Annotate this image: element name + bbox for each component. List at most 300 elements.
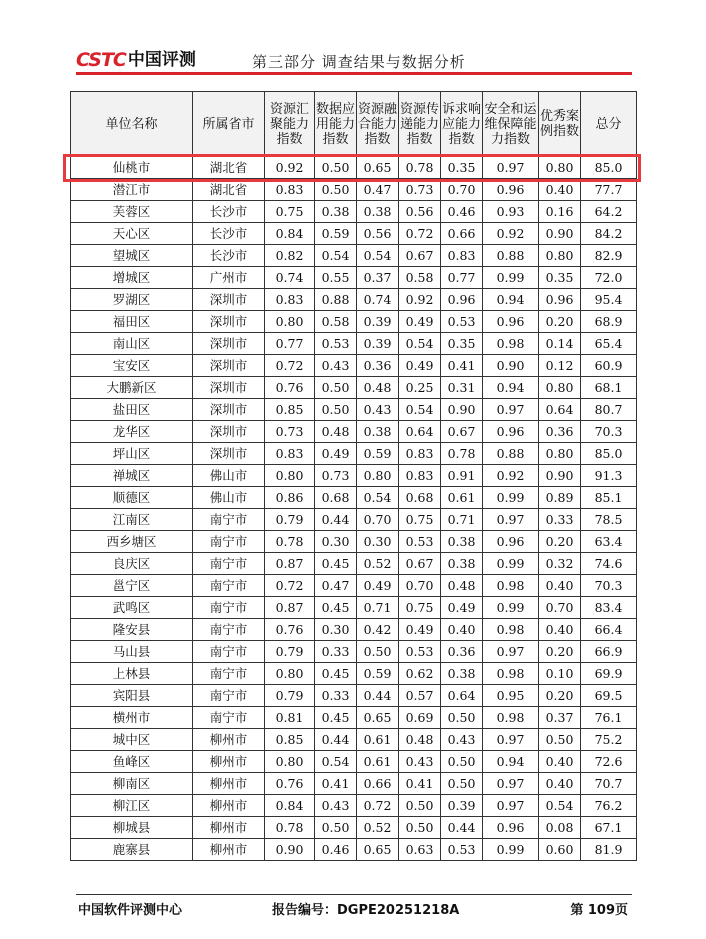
col-request-response-cell: 0.41	[441, 355, 483, 377]
col-excellent-case-cell: 0.40	[539, 773, 581, 795]
col-resource-transfer-cell: 0.68	[399, 487, 441, 509]
col-province-city-cell: 深圳市	[193, 421, 265, 443]
col-unit-name-cell: 西乡塘区	[71, 531, 193, 553]
col-security-ops-cell: 0.99	[483, 597, 539, 619]
col-resource-fusion-cell: 0.44	[357, 685, 399, 707]
col-resource-transfer-cell: 0.41	[399, 773, 441, 795]
col-resource-aggregation-cell: 0.87	[265, 553, 315, 575]
col-resource-aggregation-cell: 0.74	[265, 267, 315, 289]
col-security-ops-cell: 0.97	[483, 641, 539, 663]
col-request-response-cell: 0.44	[441, 817, 483, 839]
col-excellent-case-cell: 0.20	[539, 531, 581, 553]
col-resource-aggregation-cell: 0.78	[265, 531, 315, 553]
col-province-city-cell: 南宁市	[193, 707, 265, 729]
col-excellent-case-cell: 0.37	[539, 707, 581, 729]
footer-organization: 中国软件评测中心	[78, 903, 183, 918]
col-security-ops-cell: 0.98	[483, 663, 539, 685]
col-excellent-case-cell: 0.32	[539, 553, 581, 575]
section-title: 第三部分 调查结果与数据分析	[252, 53, 466, 71]
col-security-ops-cell: 0.97	[483, 509, 539, 531]
col-resource-aggregation-cell: 0.90	[265, 839, 315, 861]
col-resource-aggregation-cell: 0.80	[265, 465, 315, 487]
header-divider	[76, 72, 632, 75]
col-excellent-case-cell: 0.90	[539, 223, 581, 245]
table-row	[71, 267, 637, 289]
col-resource-aggregation-cell: 0.79	[265, 641, 315, 663]
col-security-ops-cell: 0.92	[483, 465, 539, 487]
col-request-response-cell: 0.40	[441, 619, 483, 641]
col-resource-fusion-cell: 0.72	[357, 795, 399, 817]
col-request-response-cell: 0.61	[441, 487, 483, 509]
col-total-score-cell: 68.9	[581, 311, 637, 333]
col-excellent-case-cell: 0.14	[539, 333, 581, 355]
col-resource-fusion-cell: 0.59	[357, 663, 399, 685]
col-unit-name-cell: 良庆区	[71, 553, 193, 575]
col-request-response-cell: 0.67	[441, 421, 483, 443]
table-row	[71, 531, 637, 553]
col-data-application-cell: 0.48	[315, 421, 357, 443]
col-security-ops-cell: 0.98	[483, 575, 539, 597]
col-total-score-cell: 67.1	[581, 817, 637, 839]
col-data-application-cell: 0.43	[315, 355, 357, 377]
col-unit-name-cell: 芙蓉区	[71, 201, 193, 223]
table-row	[71, 751, 637, 773]
col-resource-aggregation-cell: 0.83	[265, 289, 315, 311]
col-resource-fusion-cell: 0.65	[357, 157, 399, 179]
col-total-score-cell: 63.4	[581, 531, 637, 553]
col-province-city-cell: 南宁市	[193, 575, 265, 597]
col-resource-transfer-cell: 0.48	[399, 729, 441, 751]
col-province-city-cell: 深圳市	[193, 399, 265, 421]
col-resource-fusion-cell: 0.47	[357, 179, 399, 201]
col-excellent-case-cell: 0.50	[539, 729, 581, 751]
col-unit-name-cell: 盐田区	[71, 399, 193, 421]
col-excellent-case-cell: 0.40	[539, 575, 581, 597]
col-province-city-cell: 深圳市	[193, 333, 265, 355]
col-security-ops-cell: 0.95	[483, 685, 539, 707]
col-province-city-header	[193, 92, 265, 157]
col-resource-fusion-cell: 0.39	[357, 311, 399, 333]
col-security-ops-cell: 0.92	[483, 223, 539, 245]
table-row	[71, 795, 637, 817]
col-data-application-cell: 0.50	[315, 377, 357, 399]
col-security-ops-cell: 0.94	[483, 289, 539, 311]
col-total-score-cell: 68.1	[581, 377, 637, 399]
col-security-ops-cell: 0.96	[483, 311, 539, 333]
col-excellent-case-cell: 0.40	[539, 751, 581, 773]
table-row	[71, 333, 637, 355]
col-unit-name-cell: 南山区	[71, 333, 193, 355]
col-data-application-cell: 0.43	[315, 795, 357, 817]
col-resource-transfer-cell: 0.57	[399, 685, 441, 707]
col-data-application-cell: 0.33	[315, 641, 357, 663]
table-row	[71, 355, 637, 377]
col-total-score-cell: 80.7	[581, 399, 637, 421]
col-resource-fusion-header	[357, 92, 399, 157]
col-province-city-cell: 佛山市	[193, 465, 265, 487]
col-province-city-cell: 南宁市	[193, 509, 265, 531]
header-label: 资源传递能力指数	[399, 101, 439, 147]
table-row	[71, 619, 637, 641]
col-resource-fusion-cell: 0.54	[357, 487, 399, 509]
footer-page-number: 第 109页	[570, 903, 628, 918]
col-province-city-cell: 南宁市	[193, 619, 265, 641]
logo-mark: CSTC	[76, 49, 126, 71]
col-total-score-cell: 85.1	[581, 487, 637, 509]
col-data-application-cell: 0.50	[315, 399, 357, 421]
col-request-response-cell: 0.78	[441, 443, 483, 465]
col-request-response-cell: 0.77	[441, 267, 483, 289]
col-resource-aggregation-cell: 0.78	[265, 817, 315, 839]
col-resource-aggregation-cell: 0.80	[265, 311, 315, 333]
col-unit-name-cell: 上林县	[71, 663, 193, 685]
table-row	[71, 487, 637, 509]
col-excellent-case-cell: 0.20	[539, 641, 581, 663]
col-data-application-cell: 0.45	[315, 597, 357, 619]
col-resource-aggregation-cell: 0.81	[265, 707, 315, 729]
col-total-score-cell: 65.4	[581, 333, 637, 355]
col-excellent-case-cell: 0.16	[539, 201, 581, 223]
col-excellent-case-cell: 0.80	[539, 443, 581, 465]
col-resource-transfer-cell: 0.43	[399, 751, 441, 773]
col-request-response-header	[441, 92, 483, 157]
col-total-score-cell: 91.3	[581, 465, 637, 487]
col-data-application-cell: 0.50	[315, 179, 357, 201]
col-total-score-cell: 72.6	[581, 751, 637, 773]
col-resource-transfer-cell: 0.75	[399, 509, 441, 531]
col-unit-name-cell: 宝安区	[71, 355, 193, 377]
col-excellent-case-cell: 0.40	[539, 179, 581, 201]
col-data-application-cell: 0.88	[315, 289, 357, 311]
footer-report-number: 报告编号：DGPE20251218A	[272, 903, 460, 918]
col-resource-aggregation-cell: 0.77	[265, 333, 315, 355]
col-resource-fusion-cell: 0.70	[357, 509, 399, 531]
col-resource-fusion-cell: 0.50	[357, 641, 399, 663]
col-resource-transfer-header	[399, 92, 441, 157]
table-row	[71, 729, 637, 751]
col-resource-transfer-cell: 0.67	[399, 553, 441, 575]
col-resource-fusion-cell: 0.43	[357, 399, 399, 421]
col-request-response-cell: 0.38	[441, 531, 483, 553]
col-data-application-cell: 0.38	[315, 201, 357, 223]
col-data-application-cell: 0.44	[315, 729, 357, 751]
col-security-ops-cell: 0.96	[483, 179, 539, 201]
header-label: 资源汇聚能力指数	[269, 101, 309, 147]
col-province-city-cell: 柳州市	[193, 729, 265, 751]
col-resource-transfer-cell: 0.25	[399, 377, 441, 399]
table-row	[71, 509, 637, 531]
col-request-response-cell: 0.70	[441, 179, 483, 201]
col-resource-aggregation-cell: 0.79	[265, 509, 315, 531]
col-province-city-cell: 长沙市	[193, 245, 265, 267]
table-row	[71, 421, 637, 443]
col-security-ops-cell: 0.99	[483, 487, 539, 509]
table-row	[71, 597, 637, 619]
col-request-response-cell: 0.53	[441, 311, 483, 333]
header-label: 优秀案例指数	[539, 109, 579, 139]
score-table	[70, 91, 637, 861]
col-security-ops-cell: 0.96	[483, 421, 539, 443]
col-total-score-cell: 64.2	[581, 201, 637, 223]
col-excellent-case-cell: 0.12	[539, 355, 581, 377]
col-resource-transfer-cell: 0.63	[399, 839, 441, 861]
col-unit-name-cell: 望城区	[71, 245, 193, 267]
col-data-application-cell: 0.45	[315, 663, 357, 685]
col-province-city-cell: 柳州市	[193, 795, 265, 817]
col-request-response-cell: 0.46	[441, 201, 483, 223]
col-resource-aggregation-cell: 0.84	[265, 795, 315, 817]
col-resource-fusion-cell: 0.61	[357, 751, 399, 773]
col-resource-aggregation-cell: 0.79	[265, 685, 315, 707]
logo-text: 中国评测	[127, 50, 196, 70]
col-unit-name-cell: 潜江市	[71, 179, 193, 201]
col-unit-name-cell: 罗湖区	[71, 289, 193, 311]
table-row	[71, 685, 637, 707]
col-resource-fusion-cell: 0.61	[357, 729, 399, 751]
highlight-box	[63, 154, 641, 182]
col-data-application-cell: 0.50	[315, 157, 357, 179]
col-request-response-cell: 0.31	[441, 377, 483, 399]
col-resource-fusion-cell: 0.59	[357, 443, 399, 465]
col-unit-name-cell: 宾阳县	[71, 685, 193, 707]
col-resource-fusion-cell: 0.30	[357, 531, 399, 553]
col-excellent-case-cell: 0.60	[539, 839, 581, 861]
table-row	[71, 223, 637, 245]
col-province-city-cell: 南宁市	[193, 641, 265, 663]
col-data-application-cell: 0.46	[315, 839, 357, 861]
col-excellent-case-cell: 0.20	[539, 685, 581, 707]
col-security-ops-cell: 0.98	[483, 619, 539, 641]
col-excellent-case-cell: 0.35	[539, 267, 581, 289]
col-unit-name-cell: 柳南区	[71, 773, 193, 795]
table-row	[71, 817, 637, 839]
col-total-score-cell: 83.4	[581, 597, 637, 619]
col-resource-transfer-cell: 0.69	[399, 707, 441, 729]
col-total-score-cell: 85.0	[581, 443, 637, 465]
col-total-score-header	[581, 92, 637, 157]
col-unit-name-cell: 天心区	[71, 223, 193, 245]
col-total-score-cell: 69.5	[581, 685, 637, 707]
col-resource-aggregation-cell: 0.76	[265, 377, 315, 399]
col-data-application-cell: 0.58	[315, 311, 357, 333]
col-data-application-cell: 0.49	[315, 443, 357, 465]
col-excellent-case-cell: 0.40	[539, 619, 581, 641]
col-resource-transfer-cell: 0.62	[399, 663, 441, 685]
col-province-city-cell: 南宁市	[193, 597, 265, 619]
col-province-city-cell: 深圳市	[193, 443, 265, 465]
col-excellent-case-cell: 0.80	[539, 157, 581, 179]
col-unit-name-cell: 马山县	[71, 641, 193, 663]
col-resource-aggregation-cell: 0.82	[265, 245, 315, 267]
col-request-response-cell: 0.96	[441, 289, 483, 311]
col-resource-fusion-cell: 0.80	[357, 465, 399, 487]
col-request-response-cell: 0.50	[441, 751, 483, 773]
col-resource-aggregation-cell: 0.92	[265, 157, 315, 179]
col-unit-name-cell: 龙华区	[71, 421, 193, 443]
col-resource-aggregation-cell: 0.75	[265, 201, 315, 223]
col-resource-fusion-cell: 0.39	[357, 333, 399, 355]
col-resource-aggregation-cell: 0.83	[265, 179, 315, 201]
col-request-response-cell: 0.38	[441, 663, 483, 685]
col-data-application-cell: 0.47	[315, 575, 357, 597]
col-security-ops-cell: 0.90	[483, 355, 539, 377]
col-unit-name-cell: 横州市	[71, 707, 193, 729]
table-row	[71, 289, 637, 311]
col-resource-fusion-cell: 0.38	[357, 201, 399, 223]
table-row	[71, 641, 637, 663]
col-resource-aggregation-cell: 0.87	[265, 597, 315, 619]
col-total-score-cell: 81.9	[581, 839, 637, 861]
footer-divider	[76, 894, 632, 895]
col-request-response-cell: 0.35	[441, 157, 483, 179]
col-unit-name-cell: 江南区	[71, 509, 193, 531]
col-resource-aggregation-cell: 0.85	[265, 399, 315, 421]
col-data-application-cell: 0.73	[315, 465, 357, 487]
col-data-application-cell: 0.44	[315, 509, 357, 531]
table-body	[71, 157, 637, 861]
col-total-score-cell: 60.9	[581, 355, 637, 377]
col-resource-aggregation-cell: 0.76	[265, 619, 315, 641]
col-resource-transfer-cell: 0.64	[399, 421, 441, 443]
col-unit-name-cell: 增城区	[71, 267, 193, 289]
header-label: 总分	[595, 116, 622, 132]
col-resource-fusion-cell: 0.38	[357, 421, 399, 443]
col-data-application-cell: 0.30	[315, 619, 357, 641]
col-request-response-cell: 0.91	[441, 465, 483, 487]
table-row	[71, 773, 637, 795]
col-unit-name-cell: 坪山区	[71, 443, 193, 465]
header-label: 安全和运维保障能力指数	[484, 101, 537, 147]
table-row	[71, 377, 637, 399]
col-excellent-case-cell: 0.10	[539, 663, 581, 685]
col-resource-transfer-cell: 0.83	[399, 443, 441, 465]
col-resource-aggregation-cell: 0.85	[265, 729, 315, 751]
col-data-application-cell: 0.45	[315, 553, 357, 575]
col-request-response-cell: 0.38	[441, 553, 483, 575]
col-total-score-cell: 70.3	[581, 575, 637, 597]
col-total-score-cell: 72.0	[581, 267, 637, 289]
col-request-response-cell: 0.90	[441, 399, 483, 421]
table-row	[71, 443, 637, 465]
col-unit-name-cell: 武鸣区	[71, 597, 193, 619]
col-excellent-case-cell: 0.20	[539, 311, 581, 333]
page-header	[76, 48, 632, 78]
header-label: 所属省市	[202, 116, 255, 132]
col-request-response-cell: 0.66	[441, 223, 483, 245]
col-request-response-cell: 0.43	[441, 729, 483, 751]
col-security-ops-cell: 0.98	[483, 333, 539, 355]
col-province-city-cell: 长沙市	[193, 201, 265, 223]
header-label: 数据应用能力指数	[315, 101, 355, 147]
col-resource-transfer-cell: 0.73	[399, 179, 441, 201]
col-province-city-cell: 柳州市	[193, 839, 265, 861]
col-unit-name-cell: 禅城区	[71, 465, 193, 487]
col-province-city-cell: 柳州市	[193, 817, 265, 839]
col-resource-fusion-cell: 0.52	[357, 553, 399, 575]
col-data-application-cell: 0.41	[315, 773, 357, 795]
header-label: 诉求响应能力指数	[441, 101, 481, 147]
col-excellent-case-cell: 0.64	[539, 399, 581, 421]
col-resource-transfer-cell: 0.56	[399, 201, 441, 223]
col-total-score-cell: 77.7	[581, 179, 637, 201]
col-province-city-cell: 深圳市	[193, 289, 265, 311]
col-security-ops-cell: 0.97	[483, 795, 539, 817]
col-resource-fusion-cell: 0.54	[357, 245, 399, 267]
col-data-application-cell: 0.53	[315, 333, 357, 355]
col-request-response-cell: 0.50	[441, 707, 483, 729]
col-data-application-cell: 0.30	[315, 531, 357, 553]
col-resource-aggregation-cell: 0.80	[265, 663, 315, 685]
col-unit-name-cell: 顺德区	[71, 487, 193, 509]
header-label: 单位名称	[105, 116, 158, 132]
col-total-score-cell: 84.2	[581, 223, 637, 245]
col-resource-transfer-cell: 0.54	[399, 333, 441, 355]
col-security-ops-cell: 0.97	[483, 773, 539, 795]
col-total-score-cell: 82.9	[581, 245, 637, 267]
col-province-city-cell: 深圳市	[193, 311, 265, 333]
col-resource-fusion-cell: 0.36	[357, 355, 399, 377]
col-security-ops-cell: 0.88	[483, 443, 539, 465]
col-total-score-cell: 74.6	[581, 553, 637, 575]
col-excellent-case-cell: 0.90	[539, 465, 581, 487]
col-security-ops-cell: 0.97	[483, 729, 539, 751]
col-total-score-cell: 66.4	[581, 619, 637, 641]
col-excellent-case-cell: 0.89	[539, 487, 581, 509]
col-security-ops-cell: 0.96	[483, 817, 539, 839]
col-security-ops-cell: 0.94	[483, 377, 539, 399]
col-resource-transfer-cell: 0.78	[399, 157, 441, 179]
col-data-application-cell: 0.68	[315, 487, 357, 509]
table-row	[71, 201, 637, 223]
col-data-application-cell: 0.59	[315, 223, 357, 245]
col-request-response-cell: 0.50	[441, 773, 483, 795]
col-security-ops-cell: 0.93	[483, 201, 539, 223]
col-excellent-case-cell: 0.36	[539, 421, 581, 443]
col-province-city-cell: 柳州市	[193, 773, 265, 795]
table-row	[71, 553, 637, 575]
col-resource-transfer-cell: 0.54	[399, 399, 441, 421]
col-data-application-header	[315, 92, 357, 157]
table-row	[71, 311, 637, 333]
table-row	[71, 707, 637, 729]
header-label: 资源融合能力指数	[357, 101, 397, 147]
col-resource-transfer-cell: 0.50	[399, 795, 441, 817]
col-resource-transfer-cell: 0.53	[399, 531, 441, 553]
table-header-row	[71, 92, 637, 157]
col-request-response-cell: 0.48	[441, 575, 483, 597]
col-excellent-case-header	[539, 92, 581, 157]
col-province-city-cell: 长沙市	[193, 223, 265, 245]
col-security-ops-cell: 0.88	[483, 245, 539, 267]
table-row	[71, 839, 637, 861]
col-resource-transfer-cell: 0.67	[399, 245, 441, 267]
col-security-ops-cell: 0.97	[483, 399, 539, 421]
col-province-city-cell: 深圳市	[193, 377, 265, 399]
col-resource-transfer-cell: 0.58	[399, 267, 441, 289]
col-resource-transfer-cell: 0.49	[399, 355, 441, 377]
col-resource-fusion-cell: 0.71	[357, 597, 399, 619]
col-resource-aggregation-cell: 0.83	[265, 443, 315, 465]
col-excellent-case-cell: 0.80	[539, 245, 581, 267]
col-unit-name-cell: 福田区	[71, 311, 193, 333]
col-security-ops-cell: 0.98	[483, 707, 539, 729]
col-resource-aggregation-cell: 0.72	[265, 355, 315, 377]
col-province-city-cell: 深圳市	[193, 355, 265, 377]
col-resource-fusion-cell: 0.52	[357, 817, 399, 839]
col-resource-aggregation-cell: 0.76	[265, 773, 315, 795]
col-request-response-cell: 0.36	[441, 641, 483, 663]
col-unit-name-cell: 仙桃市	[71, 157, 193, 179]
